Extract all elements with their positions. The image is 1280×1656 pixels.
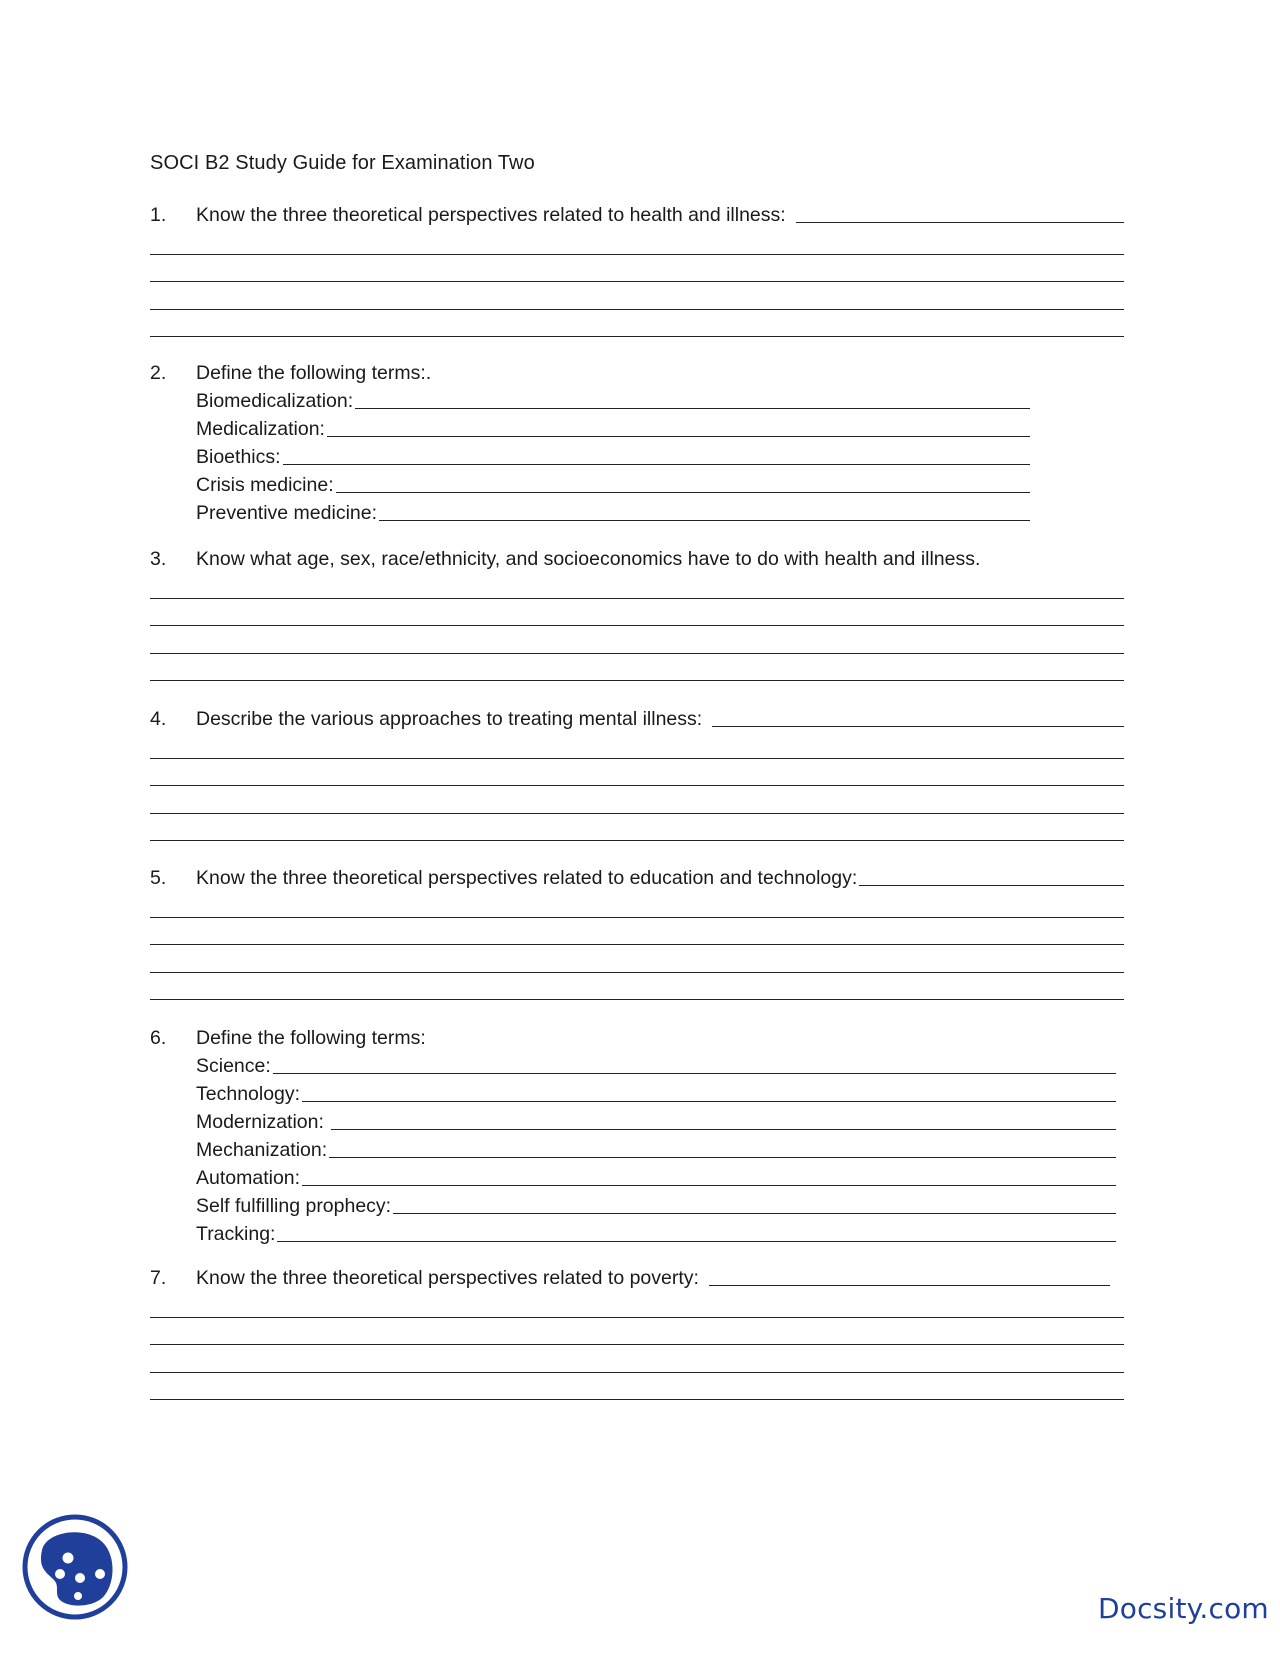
- answer-line[interactable]: [150, 255, 1124, 283]
- term-label: Crisis medicine:: [196, 474, 334, 496]
- question-text: Define the following terms:: [196, 1027, 426, 1049]
- answer-blank[interactable]: [355, 408, 1030, 409]
- answer-blank[interactable]: [329, 1157, 1116, 1158]
- term-label: Tracking:: [196, 1223, 276, 1245]
- question-number: 7.: [150, 1267, 167, 1289]
- term-label: Modernization:: [196, 1111, 330, 1133]
- answer-line[interactable]: [150, 571, 1124, 599]
- answer-line[interactable]: [150, 282, 1124, 310]
- term-row: [196, 1190, 1116, 1218]
- answer-line[interactable]: [150, 731, 1124, 759]
- question-number: 5.: [150, 867, 167, 889]
- answer-line[interactable]: [150, 310, 1124, 338]
- question-text: Know the three theoretical perspectives related to education and technology:: [196, 867, 858, 889]
- answer-blank[interactable]: [859, 885, 1124, 886]
- answer-line[interactable]: [150, 973, 1124, 1001]
- question-1: [150, 199, 1124, 337]
- answer-blank[interactable]: [709, 1285, 1110, 1286]
- term-row: [196, 1162, 1116, 1190]
- question-text: Know what age, sex, race/ethnicity, and socioeconomics have to do with health and illness.: [196, 548, 981, 570]
- answer-blank[interactable]: [796, 222, 1124, 223]
- answer-blank[interactable]: [273, 1073, 1116, 1074]
- answer-blank[interactable]: [712, 726, 1124, 727]
- question-number: 2.: [150, 362, 167, 384]
- question-text: Know the three theoretical perspectives related to poverty:: [196, 1267, 699, 1289]
- question-text: Know the three theoretical perspectives related to health and illness:: [196, 204, 786, 226]
- term-row: [196, 1134, 1116, 1162]
- answer-line[interactable]: [150, 1290, 1124, 1318]
- term-label: Medicalization:: [196, 418, 325, 440]
- answer-blank[interactable]: [393, 1213, 1116, 1214]
- answer-blank[interactable]: [283, 464, 1030, 465]
- term-row: [196, 413, 1030, 441]
- question-number: 1.: [150, 204, 167, 226]
- question-2: [150, 357, 1030, 525]
- term-label: Preventive medicine:: [196, 502, 378, 524]
- term-label: Self fulfilling prophecy:: [196, 1195, 392, 1217]
- term-label: Biomedicalization:: [196, 390, 354, 412]
- answer-blank[interactable]: [327, 436, 1030, 437]
- question-text: Describe the various approaches to treating mental illness:: [196, 708, 703, 730]
- answer-line[interactable]: [150, 945, 1124, 973]
- term-label: Automation:: [196, 1167, 301, 1189]
- answer-line[interactable]: [150, 1318, 1124, 1346]
- question-number: 4.: [150, 708, 167, 730]
- term-row: [196, 385, 1030, 413]
- term-row: [196, 1218, 1116, 1246]
- question-5: [150, 862, 1124, 1000]
- term-label: Science:: [196, 1055, 271, 1077]
- question-7: [150, 1262, 1124, 1400]
- answer-line[interactable]: [150, 227, 1124, 255]
- answer-line[interactable]: [150, 786, 1124, 814]
- answer-line[interactable]: [150, 918, 1124, 946]
- docsity-logo-icon[interactable]: [20, 1512, 130, 1622]
- question-number: 3.: [150, 548, 167, 570]
- question-6: [150, 1022, 1116, 1246]
- answer-line[interactable]: [150, 654, 1124, 682]
- answer-line[interactable]: [150, 890, 1124, 918]
- term-row: [196, 1050, 1116, 1078]
- answer-line[interactable]: [150, 814, 1124, 842]
- question-text: Define the following terms:.: [196, 362, 432, 384]
- answer-blank[interactable]: [302, 1185, 1116, 1186]
- question-4: [150, 703, 1124, 841]
- page-title: SOCI B2 Study Guide for Examination Two: [150, 152, 535, 174]
- answer-line[interactable]: [150, 599, 1124, 627]
- term-label: Technology:: [196, 1083, 301, 1105]
- term-row: [196, 469, 1030, 497]
- term-row: [196, 1078, 1116, 1106]
- answer-blank[interactable]: [336, 492, 1030, 493]
- term-row: [196, 441, 1030, 469]
- docsity-brand-link[interactable]: Docsity.com: [1098, 1592, 1269, 1625]
- question-3: [150, 543, 1124, 681]
- answer-blank[interactable]: [277, 1241, 1116, 1242]
- answer-blank[interactable]: [302, 1101, 1116, 1102]
- question-number: 6.: [150, 1027, 167, 1049]
- answer-line[interactable]: [150, 759, 1124, 787]
- term-row: [196, 1106, 1116, 1134]
- answer-blank[interactable]: [379, 520, 1030, 521]
- answer-line[interactable]: [150, 626, 1124, 654]
- answer-blank[interactable]: [331, 1129, 1116, 1130]
- answer-line[interactable]: [150, 1345, 1124, 1373]
- term-label: Bioethics:: [196, 446, 281, 468]
- term-row: [196, 497, 1030, 525]
- term-label: Mechanization:: [196, 1139, 328, 1161]
- answer-line[interactable]: [150, 1373, 1124, 1401]
